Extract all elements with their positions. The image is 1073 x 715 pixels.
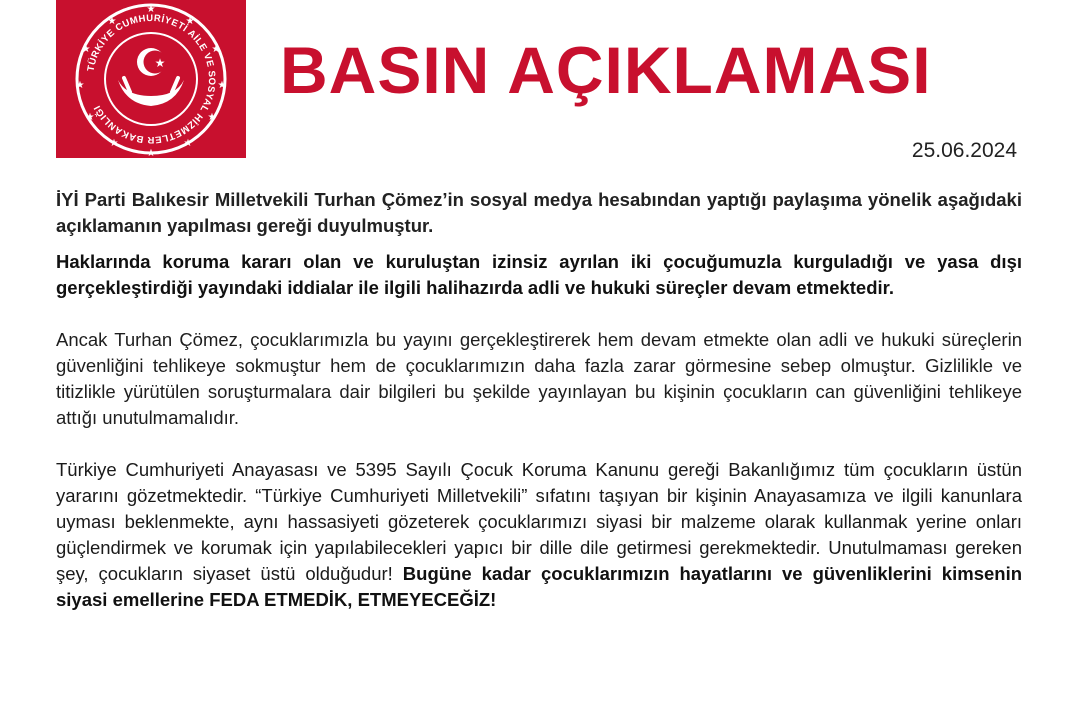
svg-text:★: ★: [185, 16, 195, 27]
ministry-emblem-icon: [56, 0, 246, 158]
press-release-body: [56, 187, 1022, 613]
svg-text:★: ★: [146, 148, 156, 158]
svg-text:★: ★: [183, 138, 193, 149]
svg-text:★: ★: [107, 16, 117, 27]
intro-paragraph: İYİ Parti Balıkesir Milletvekili Turhan Çömez’in sosyal medya hesabından yaptığı paylaşıma yönelik aşağıdaki açıklamanın yapılması gereği duyulmuştur.: [56, 189, 1022, 236]
svg-text:★: ★: [207, 112, 217, 123]
ministry-logo: [56, 0, 246, 158]
page-title: BASIN AÇIKLAMASI: [280, 33, 932, 107]
svg-text:★: ★: [85, 112, 95, 123]
closing-paragraph: [56, 457, 1022, 613]
svg-text:★: ★: [81, 44, 91, 55]
svg-text:★: ★: [146, 4, 156, 15]
svg-text:★: ★: [217, 80, 227, 91]
logo-ring-text: TÜRKİYE CUMHURİYETİ AİLE VE SOSYAL HİZMETLER BAKANLIĞI: [85, 12, 218, 146]
svg-text:★: ★: [211, 44, 221, 55]
press-release-date: 25.06.2024: [911, 139, 1017, 162]
closing-emphasis: Bugüne kadar çocuklarımızın hayatlarını ve güvenliklerini kimsenin siyasi emellerine FEDA ETMEDİK, ETMEYECEĞİZ!: [56, 563, 1023, 610]
closing-paragraph-text: Türkiye Cumhuriyeti Anayasası ve 5395 Sayılı Çocuk Koruma Kanunu gereği Bakanlığımız tüm çocukların üstün yararını gözetmektedir. “Türkiye Cumhuriyeti Milletvekili” sıfatını taşıyan bir kişinin Anayasamıza ve ilgili kanunlara uyması beklenmekte, aynı hassasiyeti gözeterek çocuklarımızı siyasi bir malzeme olarak kullanmak yerine onları güçlendirmek ve korumak için yapılabilecekleri yapıcı bir dille dile getirmesi gerekmektedir. Unutulmaması gereken şey, çocukların siyaset üstü olduğudur!: [56, 459, 1022, 584]
statement-paragraph: Ancak Turhan Çömez, çocuklarımızla bu yayını gerçekleştirerek hem devam etmekte olan adli ve hukuki süreçlerin güvenliğini tehlikeye sokmuştur hem de çocuklarımızın daha fazla zarar görmesine sebep olmuştur. Gizlilikle ve titizlikle yürütülen soruşturmalara dair bilgileri bu şekilde yayınlayan bu kişinin çocukların can güvenliğini tehlikeye attığı unutulmamalıdır.: [56, 329, 1022, 428]
svg-text:★: ★: [109, 138, 119, 149]
legal-process-paragraph: Haklarında koruma kararı olan ve kuruluştan izinsiz ayrılan iki çocuğumuzla kurguladığı ve yasa dışı gerçekleştirdiği yayındaki iddialar ile ilgili halihazırda adli ve hukuki süreçler devam etmektedir.: [56, 251, 1022, 298]
svg-text:★: ★: [154, 56, 166, 70]
svg-text:★: ★: [75, 80, 85, 91]
